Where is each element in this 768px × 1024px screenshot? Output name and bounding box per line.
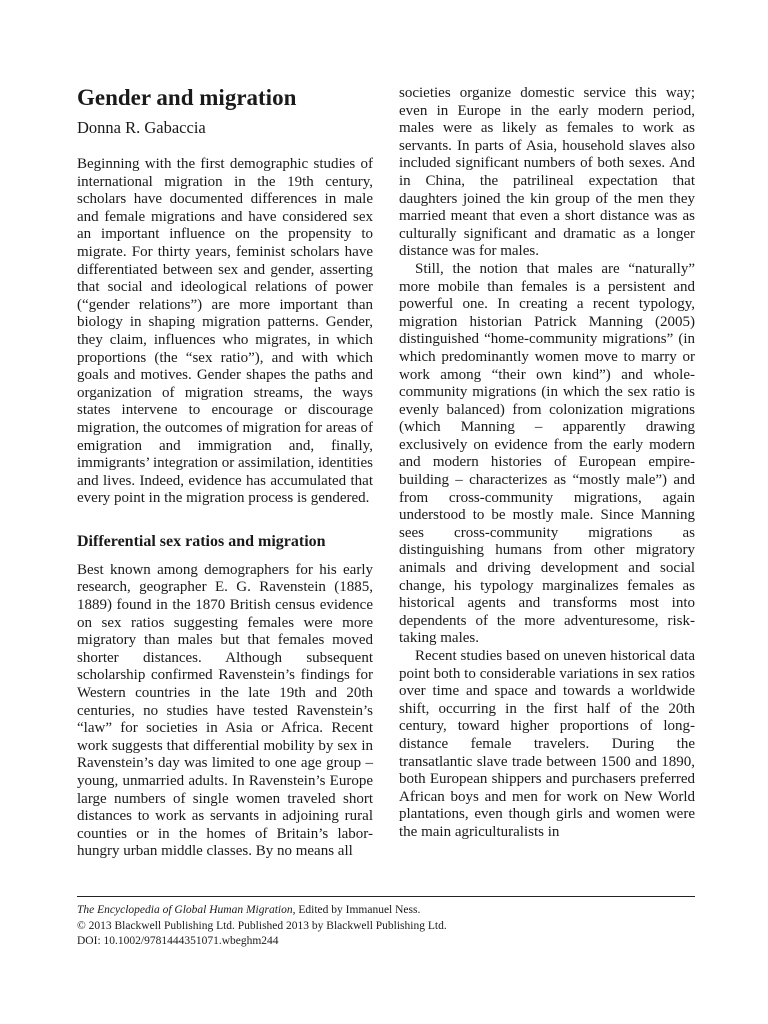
section-paragraph-1-continued: societies organize domestic service this way; even in Europe in the early modern period, males were as likely as females to work as servants. In parts of Asia, household slaves also included significant numbers of both sexes. And in China, the patrilineal expectation that daughters joined the kin group of the men they married meant that even a short distance was as culturally significant and dramatic as a longer distance was for males. [399,85,695,260]
section-paragraph-3: Recent studies based on uneven historical data point both to considerable variations in sex ratios over time and space and towards a worldwide shift, occurring in the first half of the 20th century, toward higher proportions of long-distance female travelers. During the transatlantic slave trade between 1500 and 1890, both European shippers and purchasers preferred African boys and men for work on New World plantations, even though girls and women were the main agriculturalists in [399,648,695,840]
footer-rule [77,896,695,897]
section-paragraph-1-text: Best known among demographers for his early research, geographer E. G. Ravenstein (1885, 1889) found in the 1870 British census evidence on sex ratios suggesting females were more migratory than males but that females moved shorter distances. Although subsequent scholarship confirmed Ravenstein’s findings for Western countries in the late 19th and 20th centuries, no studies have tested Ravenstein’s “law” for societies in Asia or Africa. Recent work suggests that differential mobility by sex in Ravenstein’s day was limited to one age group – young, unmarried adults. In Ravenstein’s Europe large numbers of single women traveled short distances to work as servants in adjoining rural counties or in the homes of Britain’s labor-hungry urban middle classes. By no means all [77,561,373,860]
edited-by: , Edited by Immanuel Ness. [292,904,421,916]
section-heading: Differential sex ratios and migration [77,532,326,550]
doi-line: DOI: 10.1002/9781444351071.wbeghm244 [77,935,279,947]
article-title: Gender and migration [77,85,297,110]
section-paragraph-1 [77,562,373,861]
section-paragraph-2: Still, the notion that males are “naturally” more mobile than females is a persistent and powerful one. In creating a recent typology, migration historian Patrick Manning (2005) distinguished “home-community migrations” (in which predominantly women move to marry or work among “their own kind”) and whole-community migrations (in which the sex ratio is evenly balanced) from colonization migrations (which Manning – apparently drawing exclusively on evidence from the early modern and modern histories of European empire-building – characterizes as “mostly male”) and from cross-community migrations, again understood to be mostly male. Since Manning sees cross-community migrations as distinguishing humans from other migratory animals and driving development and social change, his typology marginalizes females as historical agents and transforms most into dependents of the more adventuresome, risk-taking males. [399,260,695,647]
copyright-line: © 2013 Blackwell Publishing Ltd. Published 2013 by Blackwell Publishing Ltd. [77,919,447,932]
article-author: Donna R. Gabaccia [77,118,206,137]
footer [77,903,695,950]
left-column [77,84,373,861]
encyclopedia-title: The Encyclopedia of Global Human Migration [77,904,293,916]
right-column [399,85,695,842]
footer-citation [77,903,695,919]
intro-paragraph: Beginning with the first demographic studies of international migration in the 19th century, scholars have documented differences in male and female migrations and have considered sex an important influence on the propensity to migrate. For thirty years, feminist scholars have differentiated between sex and gender, asserting that social and ideological relations of power (“gender relations”) are more important than biology in shaping migration patterns. Gender, they claim, influences who migrates, in which proportions (the “sex ratio”), and with which goals and motives. Gender shapes the paths and organization of migration streams, the ways states intervene to encourage or discourage migration, the outcomes of migration for areas of emigration and immigration and, finally, immigrants’ integration or assimilation, identities and lives. Indeed, evidence has accumulated that every point in the migration process is gendered. [77,156,373,507]
